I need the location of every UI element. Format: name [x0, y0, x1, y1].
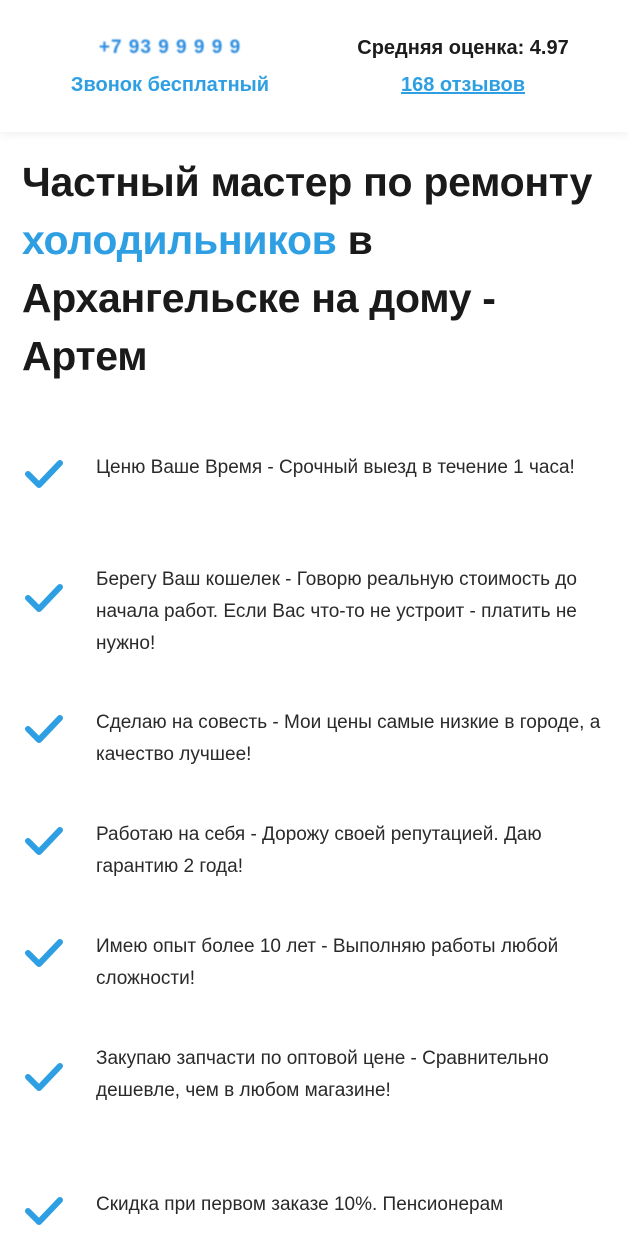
checkmark-icon	[24, 582, 64, 614]
title-part-1: Частный мастер по ремонту	[22, 159, 593, 205]
checkmark-icon	[24, 825, 64, 857]
checkmark-icon	[24, 1061, 64, 1093]
reviews-link[interactable]: 168 отзывов	[400, 74, 525, 96]
title-accent: холодильников	[22, 217, 337, 263]
feature-text: Берегу Ваш кошелек - Говорю реальную стоимость до начала работ. Если Вас что-то не устроит - платить не нужно!	[96, 569, 577, 654]
contact-block	[30, 36, 310, 98]
phone-link[interactable]: +7 93 9 9 9 9 9	[98, 37, 242, 58]
feature-item	[0, 919, 629, 1031]
features-list	[0, 440, 629, 1237]
title-part-2: в Архангельске на дому - Артем	[22, 217, 496, 379]
feature-text: Ценю Ваше Время - Срочный выезд в течение 1 часа!	[96, 457, 575, 478]
checkmark-icon	[24, 458, 64, 490]
feature-item	[0, 440, 629, 552]
feature-text: Скидка при первом заказе 10%. Пенсионерам	[96, 1194, 504, 1215]
rating-block	[318, 36, 608, 98]
call-free-label: Звонок бесплатный	[70, 74, 270, 96]
feature-item	[0, 552, 629, 695]
site-header	[0, 0, 629, 132]
feature-item	[0, 807, 629, 919]
average-rating: Средняя оценка: 4.97	[357, 37, 569, 59]
page-title	[22, 153, 622, 385]
feature-text: Закупаю запчасти по оптовой цене - Сравнительно дешевле, чем в любом магазине!	[96, 1048, 549, 1101]
feature-text: Сделаю на совесть - Мои цены самые низкие в городе, а качество лучшее!	[96, 712, 601, 765]
feature-text: Имею опыт более 10 лет - Выполняю работы любой сложности!	[96, 936, 559, 989]
feature-item	[0, 1031, 629, 1177]
checkmark-icon	[24, 937, 64, 969]
feature-item	[0, 695, 629, 807]
feature-text: Работаю на себя - Дорожу своей репутацией. Даю гарантию 2 года!	[96, 824, 542, 877]
checkmark-icon	[24, 713, 64, 745]
feature-item	[0, 1177, 629, 1237]
